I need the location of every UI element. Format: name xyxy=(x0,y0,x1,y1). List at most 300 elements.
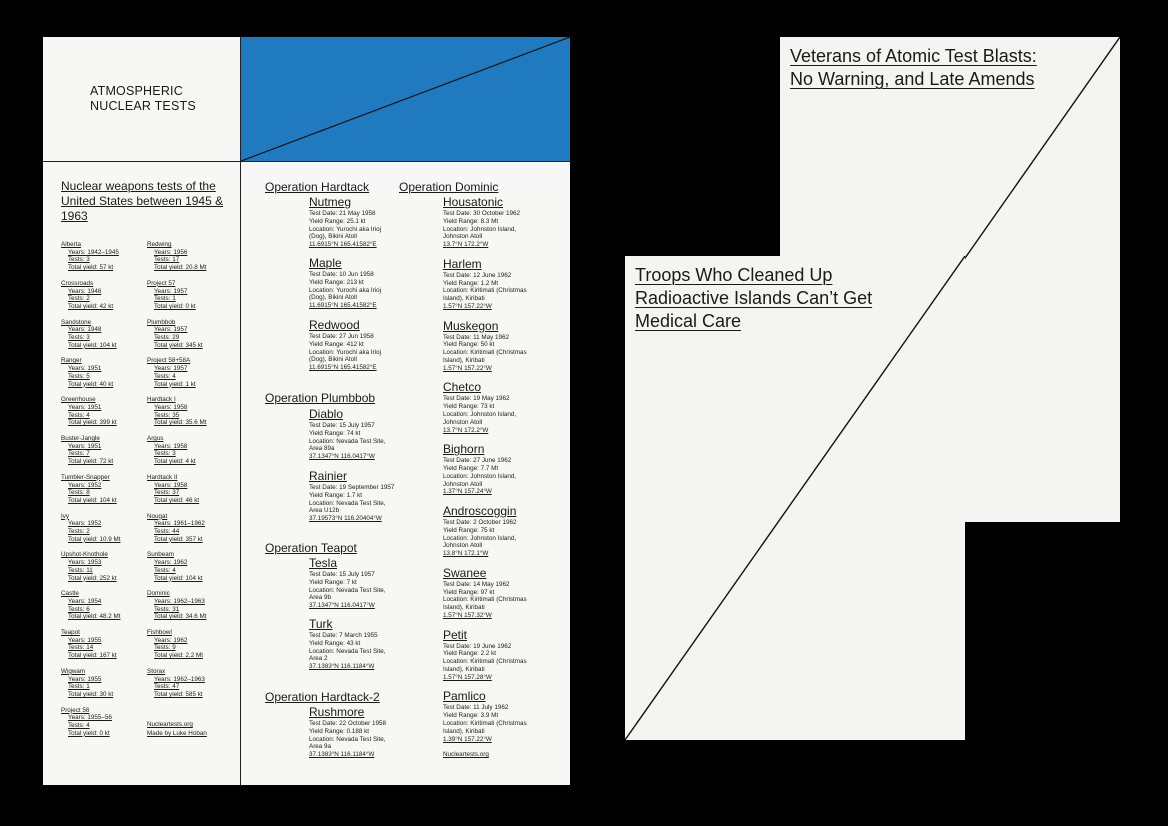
test-coordinates xyxy=(309,302,429,310)
series-item xyxy=(61,668,113,699)
test-name-text: Nutmeg xyxy=(309,195,352,209)
series-yield-text: Total yield: 40 kt xyxy=(68,380,114,388)
series-item xyxy=(61,707,112,738)
test-detail: Test Date: 11 July 1962 xyxy=(443,704,509,712)
test-detail: Location: Yurochi aka Irioj xyxy=(309,225,381,233)
footer-site-text: Nucleartests.org xyxy=(443,751,489,758)
test-detail: Yield Range: 25.1 kt xyxy=(309,217,366,225)
series-years xyxy=(61,443,113,451)
test-detail: Yield Range: 0.188 kt xyxy=(309,727,369,735)
series-name: Alberta xyxy=(61,241,81,248)
test-detail: Test Date: 12 June 1962 xyxy=(443,271,512,279)
series-tests xyxy=(147,683,205,691)
series-yield-text: Total yield: 46 kt xyxy=(154,496,200,504)
series-yield-text: Total yield: 585 kt xyxy=(154,690,203,698)
series-yield-text: Total yield: 0 kt xyxy=(154,302,196,310)
series-tests-text: Tests: 14 xyxy=(68,644,94,652)
series-years xyxy=(147,559,203,567)
test-detail: Yield Range: 7.7 Mt xyxy=(443,464,499,472)
series-yield-text: Total yield: 35.6 Mt xyxy=(154,419,207,427)
series-tests xyxy=(61,373,113,381)
series-yield xyxy=(61,575,117,583)
test-detail: Test Date: 15 July 1957 xyxy=(309,571,375,578)
test-detail: Johnston Atoll xyxy=(443,480,483,488)
series-item xyxy=(61,474,117,505)
series-years-text: Years: 1962 xyxy=(154,559,188,567)
test-coordinates-text: 13.7°N 172.2°W xyxy=(443,241,489,249)
series-tests-text: Tests: 1 xyxy=(68,683,90,691)
test-detail: Yield Range: 43 kt xyxy=(309,639,361,647)
footer-site xyxy=(443,751,489,759)
series-years xyxy=(61,559,117,567)
test-coordinates-text: 11.6915°N 165.41582°E xyxy=(309,302,377,310)
series-yield xyxy=(147,536,205,544)
test-detail: Location: Johnston Island, xyxy=(443,534,517,542)
series-years-text: Years: 1951 xyxy=(68,442,102,450)
series-name: Ranger xyxy=(61,357,82,365)
test-detail: Yield Range: 97 kt xyxy=(443,588,495,596)
series-tests xyxy=(61,450,113,458)
series-yield-text: Total yield: 167 kt xyxy=(68,652,117,660)
series-years-text: Years: 1962–1963 xyxy=(154,597,205,605)
series-tests-text: Tests: 11 xyxy=(68,566,93,574)
series-yield-text: Total yield: 57 kt xyxy=(68,264,114,272)
series-years-text: Years: 1958 xyxy=(154,403,188,411)
series-tests xyxy=(61,606,121,614)
test-coordinates-text: 11.6915°N 165.41582°E xyxy=(309,241,377,249)
test-detail: Test Date: 2 October 1962 xyxy=(443,519,517,526)
series-yield-text: Total yield: 399 kt xyxy=(68,419,117,427)
series-yield-text: Total yield: 72 kt xyxy=(68,458,114,466)
test-coordinates xyxy=(309,515,429,523)
series-years-text: Years: 1952 xyxy=(68,520,102,528)
test-entry xyxy=(309,469,429,523)
series-name: Redwing xyxy=(147,241,172,248)
test-entry xyxy=(309,407,429,461)
series-name: Hardtack II xyxy=(147,473,178,481)
series-years-text: Years: 1962 xyxy=(154,636,188,644)
test-name xyxy=(309,318,429,333)
series-years-text: Years: 1957 xyxy=(154,326,188,334)
test-name xyxy=(309,256,429,271)
test-name-text: Rushmore xyxy=(309,705,365,719)
series-tests-text: Tests: 5 xyxy=(68,372,90,380)
series-tests-text: Tests: 4 xyxy=(68,722,90,729)
test-name-text: Diablo xyxy=(309,407,344,421)
test-detail: Yield Range: 50 kt xyxy=(443,341,495,349)
test-name xyxy=(443,380,563,395)
test-coordinates-text: 37.19573°N 116.20404°W xyxy=(309,515,382,523)
series-years-text: Years: 1952 xyxy=(68,481,102,489)
series-years xyxy=(147,598,207,606)
test-name-text: Pamlico xyxy=(443,689,486,704)
series-name: Crossroads xyxy=(61,279,94,287)
series-yield xyxy=(147,458,196,466)
series-item xyxy=(147,357,196,388)
series-item xyxy=(147,319,203,350)
test-detail: Location: Johnston Island, xyxy=(443,472,517,480)
series-years-text: Years: 1942–1945 xyxy=(68,248,119,256)
test-entry xyxy=(443,257,563,311)
operation-heading xyxy=(265,541,357,555)
series-name: Project 56 xyxy=(61,706,90,714)
series-item xyxy=(147,435,196,466)
series-tests xyxy=(61,412,117,420)
test-detail: Island), Kiribati xyxy=(443,604,485,612)
test-coordinates xyxy=(443,241,563,249)
series-yield-text: Total yield: 0 kt xyxy=(68,729,110,737)
series-years xyxy=(147,443,196,451)
series-name: Storax xyxy=(147,667,166,675)
series-item xyxy=(61,319,117,350)
series-name: Nougat xyxy=(147,512,168,520)
test-name-text: Chetco xyxy=(443,380,482,395)
test-coordinates-text: 13.8°N 172.1°W xyxy=(443,550,489,558)
test-detail: Yield Range: 1.7 kt xyxy=(309,491,362,499)
test-entry xyxy=(443,566,563,620)
series-yield-text: Total yield: 4 kt xyxy=(154,458,196,466)
test-coordinates xyxy=(443,488,563,496)
series-years-text: Years: 1948 xyxy=(68,326,102,334)
series-years xyxy=(147,249,207,257)
series-name: Sunbeam xyxy=(147,551,174,559)
test-name-text: Harlem xyxy=(443,256,482,271)
test-name xyxy=(443,195,563,210)
test-detail: Island), Kiribati xyxy=(443,295,485,303)
series-years xyxy=(61,365,113,373)
test-name-text: Tesla xyxy=(309,556,338,570)
series-name: Upshot-Knothole xyxy=(61,551,108,559)
test-detail: Area 9b xyxy=(309,594,332,602)
series-yield xyxy=(61,691,113,699)
series-yield xyxy=(147,419,207,427)
series-yield xyxy=(147,575,203,583)
series-yield-text: Total yield: 20.8 Mt xyxy=(154,264,207,272)
series-years xyxy=(61,404,117,412)
test-detail: Yield Range: 1.2 Mt xyxy=(443,279,499,287)
series-years-text: Years: 1957 xyxy=(154,365,188,373)
series-years xyxy=(61,676,113,684)
series-years-text: Years: 1955 xyxy=(68,636,102,644)
test-coordinates xyxy=(309,364,429,372)
test-detail: Test Date: 27 Jun 1958 xyxy=(309,333,374,340)
series-name: Plumbbob xyxy=(147,318,176,326)
test-name xyxy=(443,504,563,519)
test-detail: Area 2 xyxy=(309,655,328,663)
test-detail: Johnston Atoll xyxy=(443,542,483,550)
series-name: Wigwam xyxy=(61,667,86,675)
test-detail: Yield Range: 8.3 Mt xyxy=(443,217,499,225)
test-detail: Test Date: 30 October 1962 xyxy=(443,210,521,217)
test-detail: Johnston Atoll xyxy=(443,418,483,426)
test-detail: Test Date: 21 May 1958 xyxy=(309,210,376,217)
series-years-text: Years: 1955–56 xyxy=(68,714,112,722)
test-name xyxy=(443,319,563,334)
series-name: Teapot xyxy=(61,629,80,636)
series-yield xyxy=(147,613,207,621)
test-name-text: Rainier xyxy=(309,469,348,483)
test-name-text: Androscoggin xyxy=(443,504,517,518)
test-detail: Test Date: 19 September 1957 xyxy=(309,484,395,491)
series-years xyxy=(147,676,205,684)
test-detail: Yield Range: 74 kt xyxy=(309,429,361,437)
test-name xyxy=(443,442,563,457)
test-detail: Location: Kiritimati (Christmas xyxy=(443,287,527,295)
test-coordinates-text: 13.7°N 172.2°W xyxy=(443,426,489,434)
series-years-text: Years: 1961–1962 xyxy=(154,520,205,528)
test-coordinates xyxy=(443,550,563,558)
test-coordinates-text: 37.1383°N 116.1184°W xyxy=(309,663,375,671)
footer-credit: Made by Luke Hoban xyxy=(147,730,207,737)
test-coordinates xyxy=(443,365,563,373)
test-detail: Location: Johnston Island, xyxy=(443,410,517,418)
series-yield xyxy=(147,342,203,350)
test-coordinates-text: 1.57°N 157.32°W xyxy=(443,611,492,619)
series-years xyxy=(147,482,199,490)
test-detail: Island), Kiribati xyxy=(443,665,485,673)
series-years xyxy=(147,404,207,412)
series-item xyxy=(147,551,203,582)
series-years xyxy=(147,288,196,296)
series-yield-text: Total yield: 42 kt xyxy=(68,302,114,310)
series-years xyxy=(61,637,117,645)
series-years xyxy=(61,482,117,490)
series-tests-text: Tests: 3 xyxy=(68,334,90,341)
test-entry xyxy=(309,617,429,671)
series-yield xyxy=(61,652,117,660)
series-yield xyxy=(147,691,205,699)
series-years-text: Years: 1957 xyxy=(154,287,188,295)
series-name: Argus xyxy=(147,435,164,442)
test-coordinates xyxy=(309,663,429,671)
test-detail: Location: Johnston Island, xyxy=(443,225,517,233)
series-item xyxy=(61,590,121,621)
test-coordinates-text: 1.37°N 157.24°W xyxy=(443,488,492,496)
series-tests-text: Tests: 2 xyxy=(68,295,90,303)
series-name: Tumbler-Snapper xyxy=(61,473,110,481)
series-item xyxy=(61,629,117,660)
series-tests xyxy=(61,334,117,342)
test-coordinates-text: 11.6915°N 165.41582°E xyxy=(309,364,377,372)
test-detail: Location: Nevada Test Site, xyxy=(309,647,386,655)
series-yield-text: Total yield: 104 kt xyxy=(154,574,203,582)
series-tests xyxy=(147,567,203,575)
series-item xyxy=(147,241,207,272)
test-name xyxy=(309,195,429,210)
series-yield-text: Total yield: 2.2 Mt xyxy=(154,652,203,660)
series-item xyxy=(61,396,117,427)
test-entry xyxy=(309,318,429,372)
test-coordinates-text: 37.1347°N 116.0417°W xyxy=(309,453,375,461)
series-years xyxy=(61,249,119,257)
test-name xyxy=(309,469,429,484)
test-detail: Area 9a xyxy=(309,743,332,751)
test-detail: Location: Kiritimati (Christmas xyxy=(443,658,527,666)
series-years-text: Years: 1951 xyxy=(68,365,102,373)
series-tests-text: Tests: 4 xyxy=(68,411,90,419)
test-name xyxy=(309,705,429,720)
test-detail: Yield Range: 7 kt xyxy=(309,578,357,586)
series-yield-text: Total yield: 357 kt xyxy=(154,535,203,543)
series-item xyxy=(61,357,113,388)
test-detail: Yield Range: 75 kt xyxy=(443,526,495,534)
poster-title xyxy=(90,84,196,114)
column-rule xyxy=(240,37,241,785)
operation-heading-text: Operation Dominic xyxy=(399,180,499,194)
test-coordinates xyxy=(309,241,429,249)
series-years xyxy=(61,598,121,606)
series-tests-text: Tests: 8 xyxy=(68,489,90,497)
series-yield-text: Total yield: 30 kt xyxy=(68,690,114,698)
test-entry xyxy=(443,504,563,558)
series-yield xyxy=(61,303,113,311)
test-detail: Location: Kiritimati (Christmas xyxy=(443,719,527,727)
test-name-text: Housatonic xyxy=(443,195,504,209)
series-item xyxy=(147,396,207,427)
series-tests-text: Tests: 4 xyxy=(154,372,176,380)
test-name xyxy=(443,628,563,643)
test-detail: Yield Range: 2.2 kt xyxy=(443,650,496,658)
series-item xyxy=(61,551,117,582)
test-entry xyxy=(309,195,429,249)
test-coordinates xyxy=(443,736,563,744)
series-years-text: Years: 1962–1963 xyxy=(154,675,205,683)
test-entry xyxy=(309,256,429,310)
test-name-text: Bighorn xyxy=(443,442,485,457)
test-detail: Yield Range: 73 kt xyxy=(443,403,495,411)
series-tests xyxy=(61,295,113,303)
series-item xyxy=(147,513,205,544)
series-years-text: Years: 1956 xyxy=(154,248,188,256)
series-item xyxy=(147,668,205,699)
series-yield-text: Total yield: 345 kt xyxy=(154,341,203,349)
series-name: Dominic xyxy=(147,590,170,598)
test-detail: Location: Nevada Test Site, xyxy=(309,499,386,507)
series-years xyxy=(61,520,121,528)
series-years-text: Years: 1953 xyxy=(68,559,102,567)
test-detail: Island), Kiribati xyxy=(443,356,485,364)
list-heading: Nuclear weapons tests of the United States between 1945 & 1963 xyxy=(61,179,224,223)
test-coordinates-text: 37.1347°N 116.0417°W xyxy=(309,602,375,610)
series-tests-text: Tests: 2 xyxy=(68,528,90,535)
series-name: Greenhouse xyxy=(61,396,96,404)
test-name-text: Petit xyxy=(443,627,468,642)
series-yield xyxy=(147,497,199,505)
series-tests-text: Tests: 35 xyxy=(154,411,180,419)
test-name-text: Maple xyxy=(309,256,342,270)
series-yield xyxy=(147,264,207,272)
series-yield xyxy=(61,458,113,466)
series-yield xyxy=(61,497,117,505)
series-tests xyxy=(61,683,113,691)
series-tests-text: Tests: 3 xyxy=(68,256,90,264)
operation-heading xyxy=(399,180,498,194)
test-detail: Location: Yurochi aka Irioj xyxy=(309,348,381,356)
test-detail: Area 89a xyxy=(309,445,335,453)
series-tests xyxy=(147,644,203,652)
series-years-text: Years: 1955 xyxy=(68,675,102,683)
series-name: Project 58+58A xyxy=(147,357,191,365)
series-tests-text: Tests: 31 xyxy=(154,605,180,613)
test-coordinates xyxy=(443,674,563,682)
series-tests xyxy=(147,412,207,420)
series-years-text: Years: 1951 xyxy=(68,403,102,411)
test-detail: Yield Range: 412 kt xyxy=(309,340,364,348)
series-yield xyxy=(147,652,203,660)
series-years xyxy=(61,714,112,722)
series-yield-text: Total yield: 10.9 Mt xyxy=(68,535,121,543)
series-name: Buster-Jangle xyxy=(61,435,100,442)
series-tests xyxy=(147,528,205,536)
series-tests-text: Tests: 7 xyxy=(68,450,90,458)
test-entry xyxy=(443,319,563,373)
test-name xyxy=(309,617,429,632)
series-item xyxy=(61,513,121,544)
operation-heading-text: Operation Hardtack-2 xyxy=(265,690,380,704)
test-coordinates-text: 1.57°N 157.28°W xyxy=(443,673,492,681)
series-tests-text: Tests: 3 xyxy=(154,450,176,458)
series-years xyxy=(147,365,196,373)
series-yield-text: Total yield: 48.2 Mt xyxy=(68,613,121,621)
series-item xyxy=(61,280,113,311)
operation-heading-text: Operation Teapot xyxy=(265,541,357,555)
series-tests xyxy=(147,489,199,497)
test-detail: Test Date: 15 July 1957 xyxy=(309,422,375,429)
series-tests xyxy=(147,334,203,342)
series-yield-text: Total yield: 104 kt xyxy=(68,341,117,349)
series-tests xyxy=(147,606,207,614)
series-item xyxy=(147,280,196,311)
test-name xyxy=(443,566,563,581)
test-coordinates-text: 1.39°N 157.22°W xyxy=(443,735,492,743)
test-detail: (Dog), Bikini Atoll xyxy=(309,233,357,241)
series-yield xyxy=(61,419,117,427)
series-yield xyxy=(61,613,121,621)
series-yield-text: Total yield: 252 kt xyxy=(68,574,117,582)
operation-heading xyxy=(265,180,369,194)
test-detail: Johnston Atoll xyxy=(443,233,483,241)
series-tests-text: Tests: 4 xyxy=(154,566,176,574)
series-yield-text: Total yield: 104 kt xyxy=(68,496,117,504)
series-yield xyxy=(61,342,117,350)
series-name: Sandstone xyxy=(61,318,92,326)
test-name xyxy=(443,689,563,704)
series-name: Hardtack I xyxy=(147,396,176,404)
series-item xyxy=(147,629,203,660)
series-tests xyxy=(147,450,196,458)
series-years xyxy=(147,520,205,528)
test-detail: Location: Nevada Test Site, xyxy=(309,586,386,594)
series-years-text: Years: 1946 xyxy=(68,287,102,295)
series-name: Castle xyxy=(61,590,79,598)
test-entry xyxy=(443,442,563,496)
article-title: Troops Who Cleaned Up Radioactive Islands Can’t Get Medical Care xyxy=(635,265,873,331)
article-title: Veterans of Atomic Test Blasts: No Warning, and Late Amends xyxy=(790,46,1037,89)
test-name-text: Redwood xyxy=(309,318,360,332)
test-coordinates-text: 37.1383°N 116.1184°W xyxy=(309,751,375,759)
test-name xyxy=(309,556,429,571)
test-detail: Test Date: 7 March 1955 xyxy=(309,632,378,639)
operation-heading xyxy=(265,690,380,704)
test-name xyxy=(443,257,563,272)
test-entry xyxy=(443,628,563,682)
series-tests-text: Tests: 1 xyxy=(154,295,176,303)
test-name-text: Swanee xyxy=(443,565,487,580)
series-tests xyxy=(61,722,112,730)
test-name-text: Muskegon xyxy=(443,318,499,333)
test-coordinates xyxy=(309,453,429,461)
series-tests xyxy=(147,295,196,303)
